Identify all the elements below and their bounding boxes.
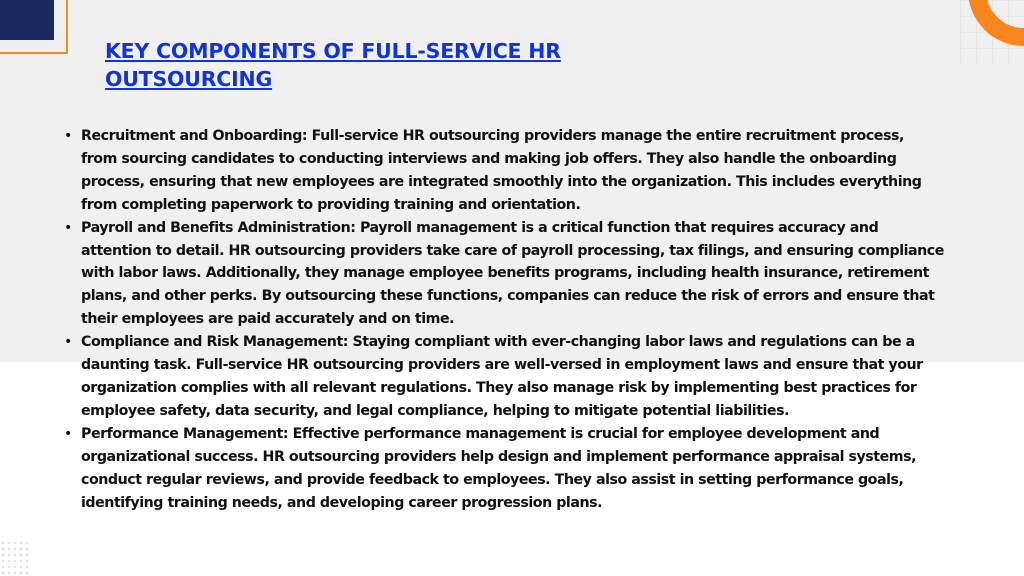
page-title[interactable]: KEY COMPONENTS OF FULL-SERVICE HR OUTSOURCING [105, 39, 561, 91]
bullet-text: Compliance and Risk Management: Staying compliant with ever-changing labor laws and regulations can be a daunting task. Full-service HR outsourcing providers are well-versed in employment laws and ensure that your organization complies with all relevant regulations. They also manage risk by implementing best practices for employee safety, data security, and legal compliance, helping to mitigate potential liabilities. [81, 334, 923, 419]
bullet-text: Payroll and Benefits Administration: Payroll management is a critical function that requires accuracy and attention to detail. HR outsourcing providers take care of payroll processing, tax filings, and ensuring compliance with labor laws. Additionally, they manage employee benefits programs, including health insurance, retirement plans, and other perks. By outsourcing these functions, companies can reduce the risk of errors and ensure that their employees are paid accurately and on time. [81, 219, 944, 328]
bullet-item-payroll [64, 217, 944, 332]
bullet-icon: • [64, 219, 72, 236]
bullet-item-performance [64, 423, 944, 515]
bullet-item-compliance [64, 331, 944, 423]
bullet-icon: • [64, 128, 72, 144]
bullet-text: Performance Management: Effective performance management is crucial for employee development and organizational success. HR outsourcing providers help design and implement performance appraisal systems, conduct regular reviews, and provide feedback to employees. They also assist in setting performance goals, identifying training needs, and developing career progression plans. [81, 425, 917, 511]
bullet-icon: • [64, 334, 72, 351]
dot-pattern-decoration [0, 540, 28, 576]
bullet-text: Recruitment and Onboarding: Full-service HR outsourcing providers manage the entire recruitment process, from sourcing candidates to conducting interviews and making job offers. They also handle the onboarding process, ensuring that new employees are integrated smoothly into the organization. This includes everything from completing paperwork to providing training and orientation. [81, 128, 922, 213]
navy-square-decoration [0, 0, 54, 40]
bullet-item-recruitment [64, 125, 944, 217]
bullet-icon: • [64, 425, 72, 442]
bullet-list [64, 125, 944, 514]
